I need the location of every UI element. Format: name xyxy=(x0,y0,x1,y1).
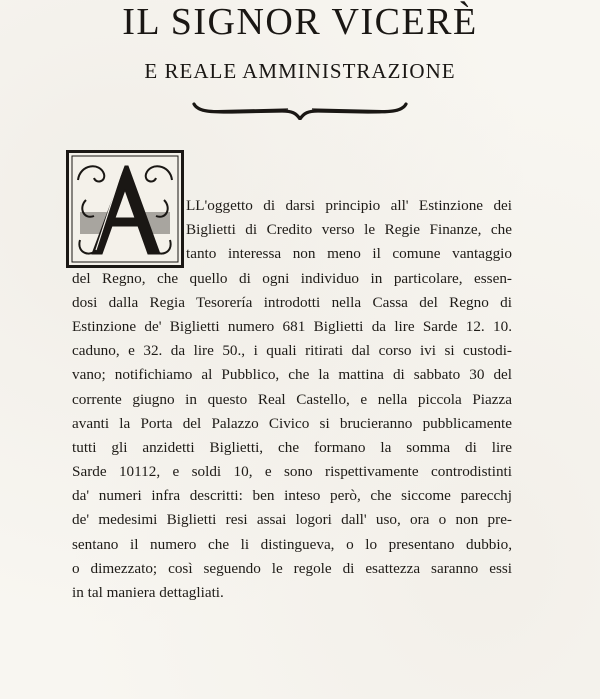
text-line: Estinzione de' Biglietti numero 681 Biglietti da lire Sarde 12. 10. xyxy=(72,317,512,335)
text-line: dosi dalla Regia Tesorería introdotti nella Cassa del Regno di xyxy=(72,293,512,311)
proclamation-text xyxy=(72,194,512,605)
document-subtitle: E REALE AMMINISTRAZIONE xyxy=(144,59,456,83)
text-line: del Regno, che quello di ogni individuo in particolare, essen- xyxy=(72,269,512,287)
text-line: sentano il numero che li distingueva, o lo presentano dubbio, xyxy=(72,535,512,553)
document-title: IL SIGNOR VICERÈ xyxy=(122,1,478,43)
text-line: corrente giugno in questo Real Castello, e nella piccola Piazza xyxy=(72,390,512,408)
text-line: da' numeri infra descritti: ben inteso però, che siccome parecchj xyxy=(72,487,512,505)
text-line: Sarde 10112, e soldi 10, e sono rispettivamente controdistinti xyxy=(72,463,512,481)
text-line: tanto interessa non meno il comune vantaggio xyxy=(186,245,512,263)
text-line: in tal maniera dettagliati. xyxy=(72,584,224,601)
text-line: de' medesimi Biglietti resi assai logori dall' uso, ora o non pre- xyxy=(72,511,512,529)
text-line: caduno, e 32. da lire 50., i quali ritirati dal corso ivi si custodi- xyxy=(72,342,512,360)
text-line: vano; notifichiamo al Pubblico, che la mattina di sabbato 30 del xyxy=(72,366,512,384)
text-line: o dimezzato; così seguendo le regole di esattezza saranno essi xyxy=(72,559,512,577)
text-line: Biglietti di Credito verso le Regie Finanze, che xyxy=(186,221,512,239)
brace-ornament-icon xyxy=(192,100,408,120)
text-line: LL'oggetto di darsi principio all' Estinzione dei xyxy=(186,197,512,214)
text-line: tutti gli anzidetti Biglietti, che formano la somma di lire xyxy=(72,438,512,456)
text-line: avanti la Porta del Palazzo Civico si brucieranno pubblicamente xyxy=(72,414,512,432)
